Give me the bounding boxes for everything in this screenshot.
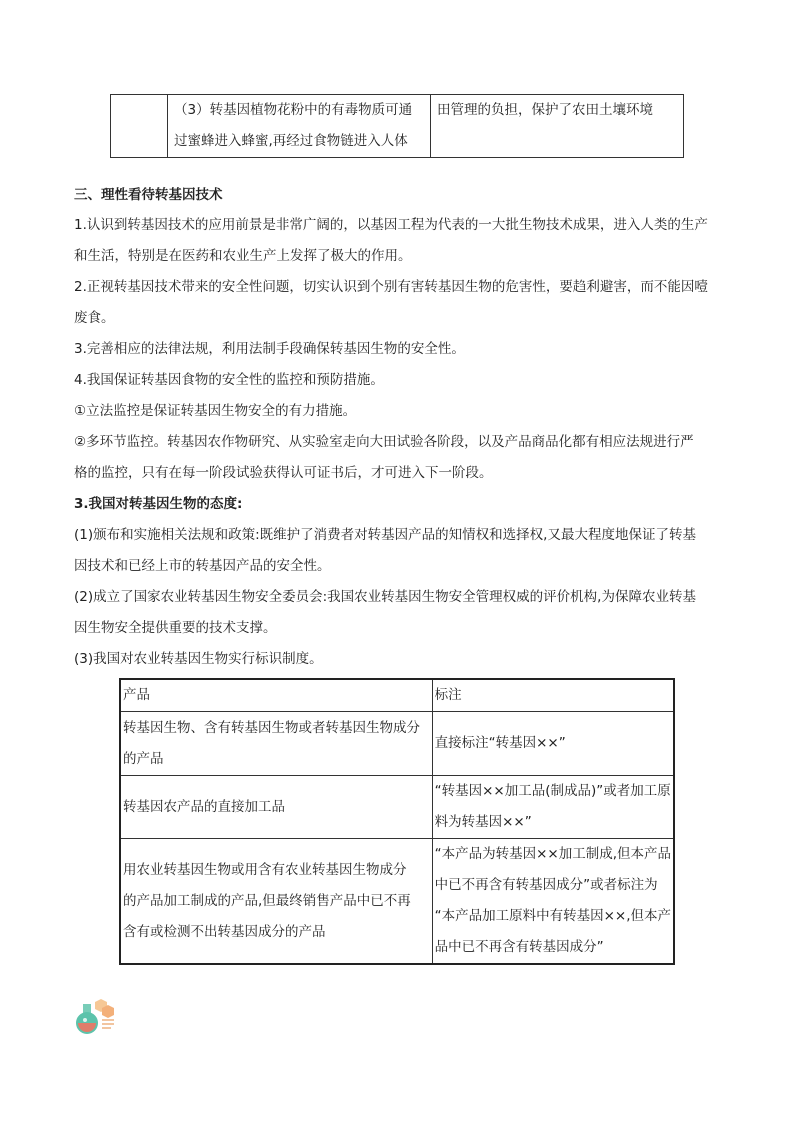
continuation-table	[110, 94, 684, 158]
text-line: 1.认识到转基因技术的应用前景是非常广阔的，以基因工程为代表的一大批生物技术成果，进入人类的生产	[74, 217, 708, 233]
paragraph-1	[74, 210, 724, 272]
header-label: 标注	[432, 679, 674, 712]
text-line: 因生物安全提供重要的技术支撑。	[74, 620, 277, 636]
attitude-heading: 3.我国对转基因生物的态度:	[74, 496, 243, 512]
cell-text: “本产品为转基因××加工制成,但本产品	[434, 846, 671, 862]
text-line: (1)颁布和实施相关法规和政策:既维护了消费者对转基因产品的知情权和选择权,又最大程度地保证了转基	[74, 527, 696, 543]
label-cell	[432, 712, 674, 776]
product-cell	[120, 712, 432, 776]
text-line: 废食。	[74, 310, 115, 326]
section-heading: 三、理性看待转基因技术	[74, 187, 223, 203]
empty-cell	[111, 95, 168, 158]
paragraph-4: 4.我国保证转基因食物的安全性的监控和预防措施。	[74, 372, 384, 388]
flask-logo-icon	[73, 996, 115, 1036]
paragraph-6	[74, 427, 724, 489]
paragraph-5: ①立法监控是保证转基因生物安全的有力措施。	[74, 403, 357, 419]
paragraph-2	[74, 272, 724, 334]
attitude-item-3: (3)我国对农业转基因生物实行标识制度。	[74, 651, 323, 667]
labeling-table	[119, 678, 675, 965]
table-row	[120, 712, 674, 776]
cell-text: 的产品	[123, 750, 164, 767]
text-line: ②多环节监控。转基因农作物研究、从实验室走向大田试验各阶段，以及产品商品化都有相应法规进行严	[74, 434, 694, 450]
cell-text: 料为转基因××”	[434, 814, 532, 830]
risk-cell	[168, 95, 431, 158]
label-cell	[432, 776, 674, 839]
text-line: 2.正视转基因技术带来的安全性问题，切实认识到个别有害转基因生物的危害性，要趋利避害，而不能因噎	[74, 279, 708, 295]
text-line: 格的监控，只有在每一阶段试验获得认可证书后，才可进入下一阶段。	[74, 465, 493, 481]
text-line: (2)成立了国家农业转基因生物安全委员会:我国农业转基因生物安全管理权威的评价机构,为保障农业转基	[74, 589, 696, 605]
text-line: 因技术和已经上市的转基因产品的安全性。	[74, 558, 331, 574]
cell-text: 转基因生物、含有转基因生物或者转基因生物成分	[123, 719, 420, 736]
attitude-item-1	[74, 520, 724, 582]
label-cell	[432, 839, 674, 965]
attitude-item-2	[74, 582, 724, 644]
header-product: 产品	[120, 679, 432, 712]
cell-text: 中已不再含有转基因成分”或者标注为	[434, 877, 658, 893]
cell-text: 田管理的负担，保护了农田土壤环境	[437, 102, 653, 118]
cell-text: 含有或检测不出转基因成分的产品	[123, 923, 326, 940]
cell-text: 的产品加工制成的产品,但最终销售产品中已不再	[123, 892, 411, 909]
table-header-row	[120, 679, 674, 712]
text-line: 和生活，特别是在医药和农业生产上发挥了极大的作用。	[74, 248, 412, 264]
product-cell	[120, 839, 432, 965]
cell-text: “本产品加工原料中有转基因××,但本产	[434, 908, 671, 924]
cell-text: 直接标注“转基因××”	[434, 735, 566, 751]
product-cell	[120, 776, 432, 839]
table-row	[120, 839, 674, 965]
table-row	[111, 95, 684, 158]
cell-text: 过蜜蜂进入蜂蜜,再经过食物链进入人体	[174, 133, 408, 149]
benefit-cell	[431, 95, 684, 158]
cell-text: 品中已不再含有转基因成分”	[434, 939, 604, 955]
cell-text: “转基因××加工品(制成品)”或者加工原	[434, 783, 671, 799]
cell-text: （3）转基因植物花粉中的有毒物质可通	[174, 102, 413, 118]
paragraph-3: 3.完善相应的法律法规，利用法制手段确保转基因生物的安全性。	[74, 341, 465, 357]
cell-text: 用农业转基因生物或用含有农业转基因生物成分	[123, 861, 407, 878]
table-row	[120, 776, 674, 839]
cell-text: 转基因农产品的直接加工品	[123, 798, 285, 815]
